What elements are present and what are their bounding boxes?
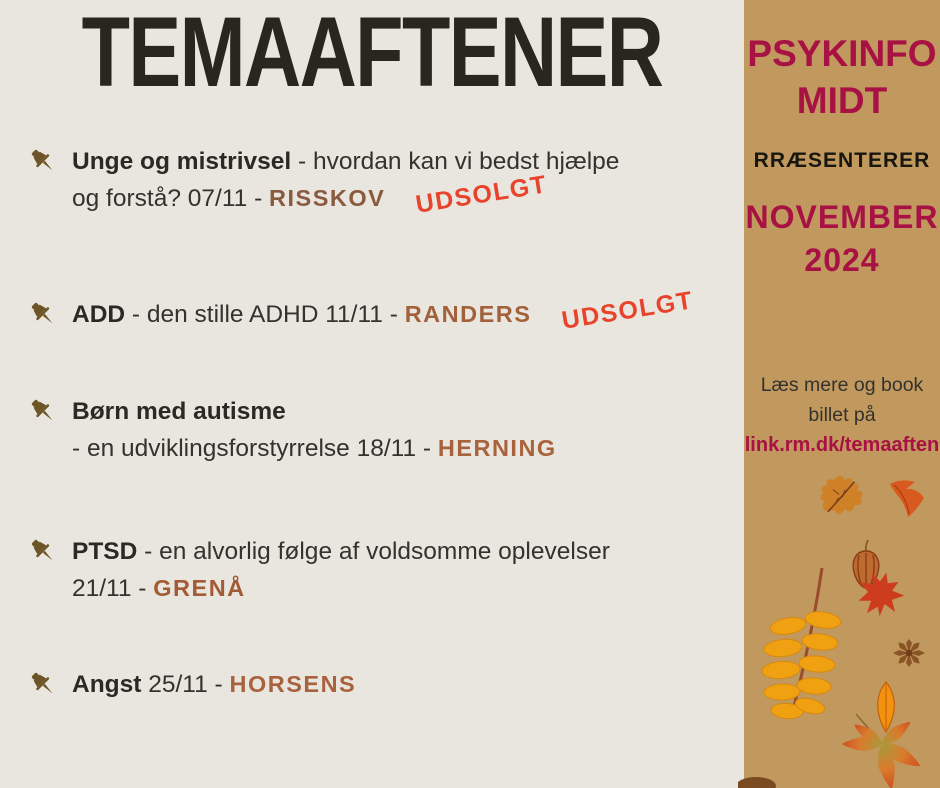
event-description: - hvordan kan vi bedst hjælpe	[291, 148, 620, 175]
event-line	[72, 393, 557, 430]
event-description: 21/11 -	[72, 575, 154, 602]
event-title: Børn med autisme	[72, 398, 286, 425]
creeper-leaf-icon	[824, 710, 940, 788]
event-line	[72, 533, 610, 570]
event-line	[72, 430, 557, 467]
page-title: TEMAAFTENER	[81, 0, 663, 107]
event-text	[72, 286, 696, 335]
event-item	[26, 393, 557, 467]
sidebar	[744, 0, 940, 788]
month-line1: NOVEMBER	[745, 199, 939, 235]
event-text	[72, 533, 610, 607]
event-description: - en udviklingsforstyrrelse 18/11 -	[72, 435, 438, 462]
event-location: HERNING	[437, 435, 557, 461]
brand-line2: MIDT	[796, 80, 888, 121]
brand-name	[744, 30, 940, 124]
event-item	[26, 143, 619, 217]
event-item	[26, 533, 610, 607]
event-title: ADD	[72, 301, 126, 328]
event-line	[72, 570, 610, 607]
event-text	[72, 143, 619, 217]
rowan-leaf-icon	[760, 564, 856, 726]
corner-leaf-icon	[738, 772, 782, 788]
sold-out-stamp: UDSOLGT	[414, 170, 550, 219]
event-line	[72, 286, 696, 335]
event-description: og forstå? 07/11 -	[72, 185, 270, 212]
event-line	[72, 170, 619, 219]
event-title: Unge og mistrivsel	[72, 148, 292, 175]
event-location: RANDERS	[404, 301, 532, 327]
cta-text	[744, 370, 940, 460]
star-anise-icon	[888, 634, 930, 672]
small-red-leaf-icon	[888, 478, 932, 520]
event-text	[72, 393, 557, 467]
pushpin-icon	[26, 394, 64, 432]
event-location: HORSENS	[229, 671, 357, 697]
pushpin-icon	[26, 297, 64, 335]
presents-label: RRÆSENTERER	[753, 149, 931, 172]
event-location: RISSKOV	[269, 185, 386, 211]
pushpin-icon	[26, 534, 64, 572]
event-item	[26, 666, 356, 705]
event-text	[72, 666, 356, 703]
month-title	[744, 196, 940, 282]
event-line	[72, 666, 356, 703]
maple-leaf-icon	[854, 570, 908, 620]
oak-leaf-icon	[814, 470, 872, 522]
month-line2: 2024	[804, 242, 880, 278]
cta-line1: Læs mere og book	[760, 374, 924, 396]
title-wrap	[0, 0, 744, 107]
event-title: Angst	[72, 671, 142, 698]
cta-line2: billet på	[808, 404, 876, 426]
event-item	[26, 286, 696, 335]
event-description: - en alvorlig følge af voldsomme oplevelser	[137, 538, 610, 565]
pushpin-icon	[26, 144, 64, 182]
sold-out-stamp: UDSOLGT	[560, 286, 696, 335]
pushpin-icon	[26, 667, 64, 705]
brand-line1: PSYKINFO	[747, 33, 937, 74]
event-title: PTSD	[72, 538, 138, 565]
event-description: 25/11 -	[141, 671, 230, 698]
event-location: GRENÅ	[153, 575, 246, 601]
booking-link[interactable]: link.rm.dk/temaaften	[744, 434, 940, 456]
event-description: - den stille ADHD 11/11 -	[125, 301, 405, 328]
